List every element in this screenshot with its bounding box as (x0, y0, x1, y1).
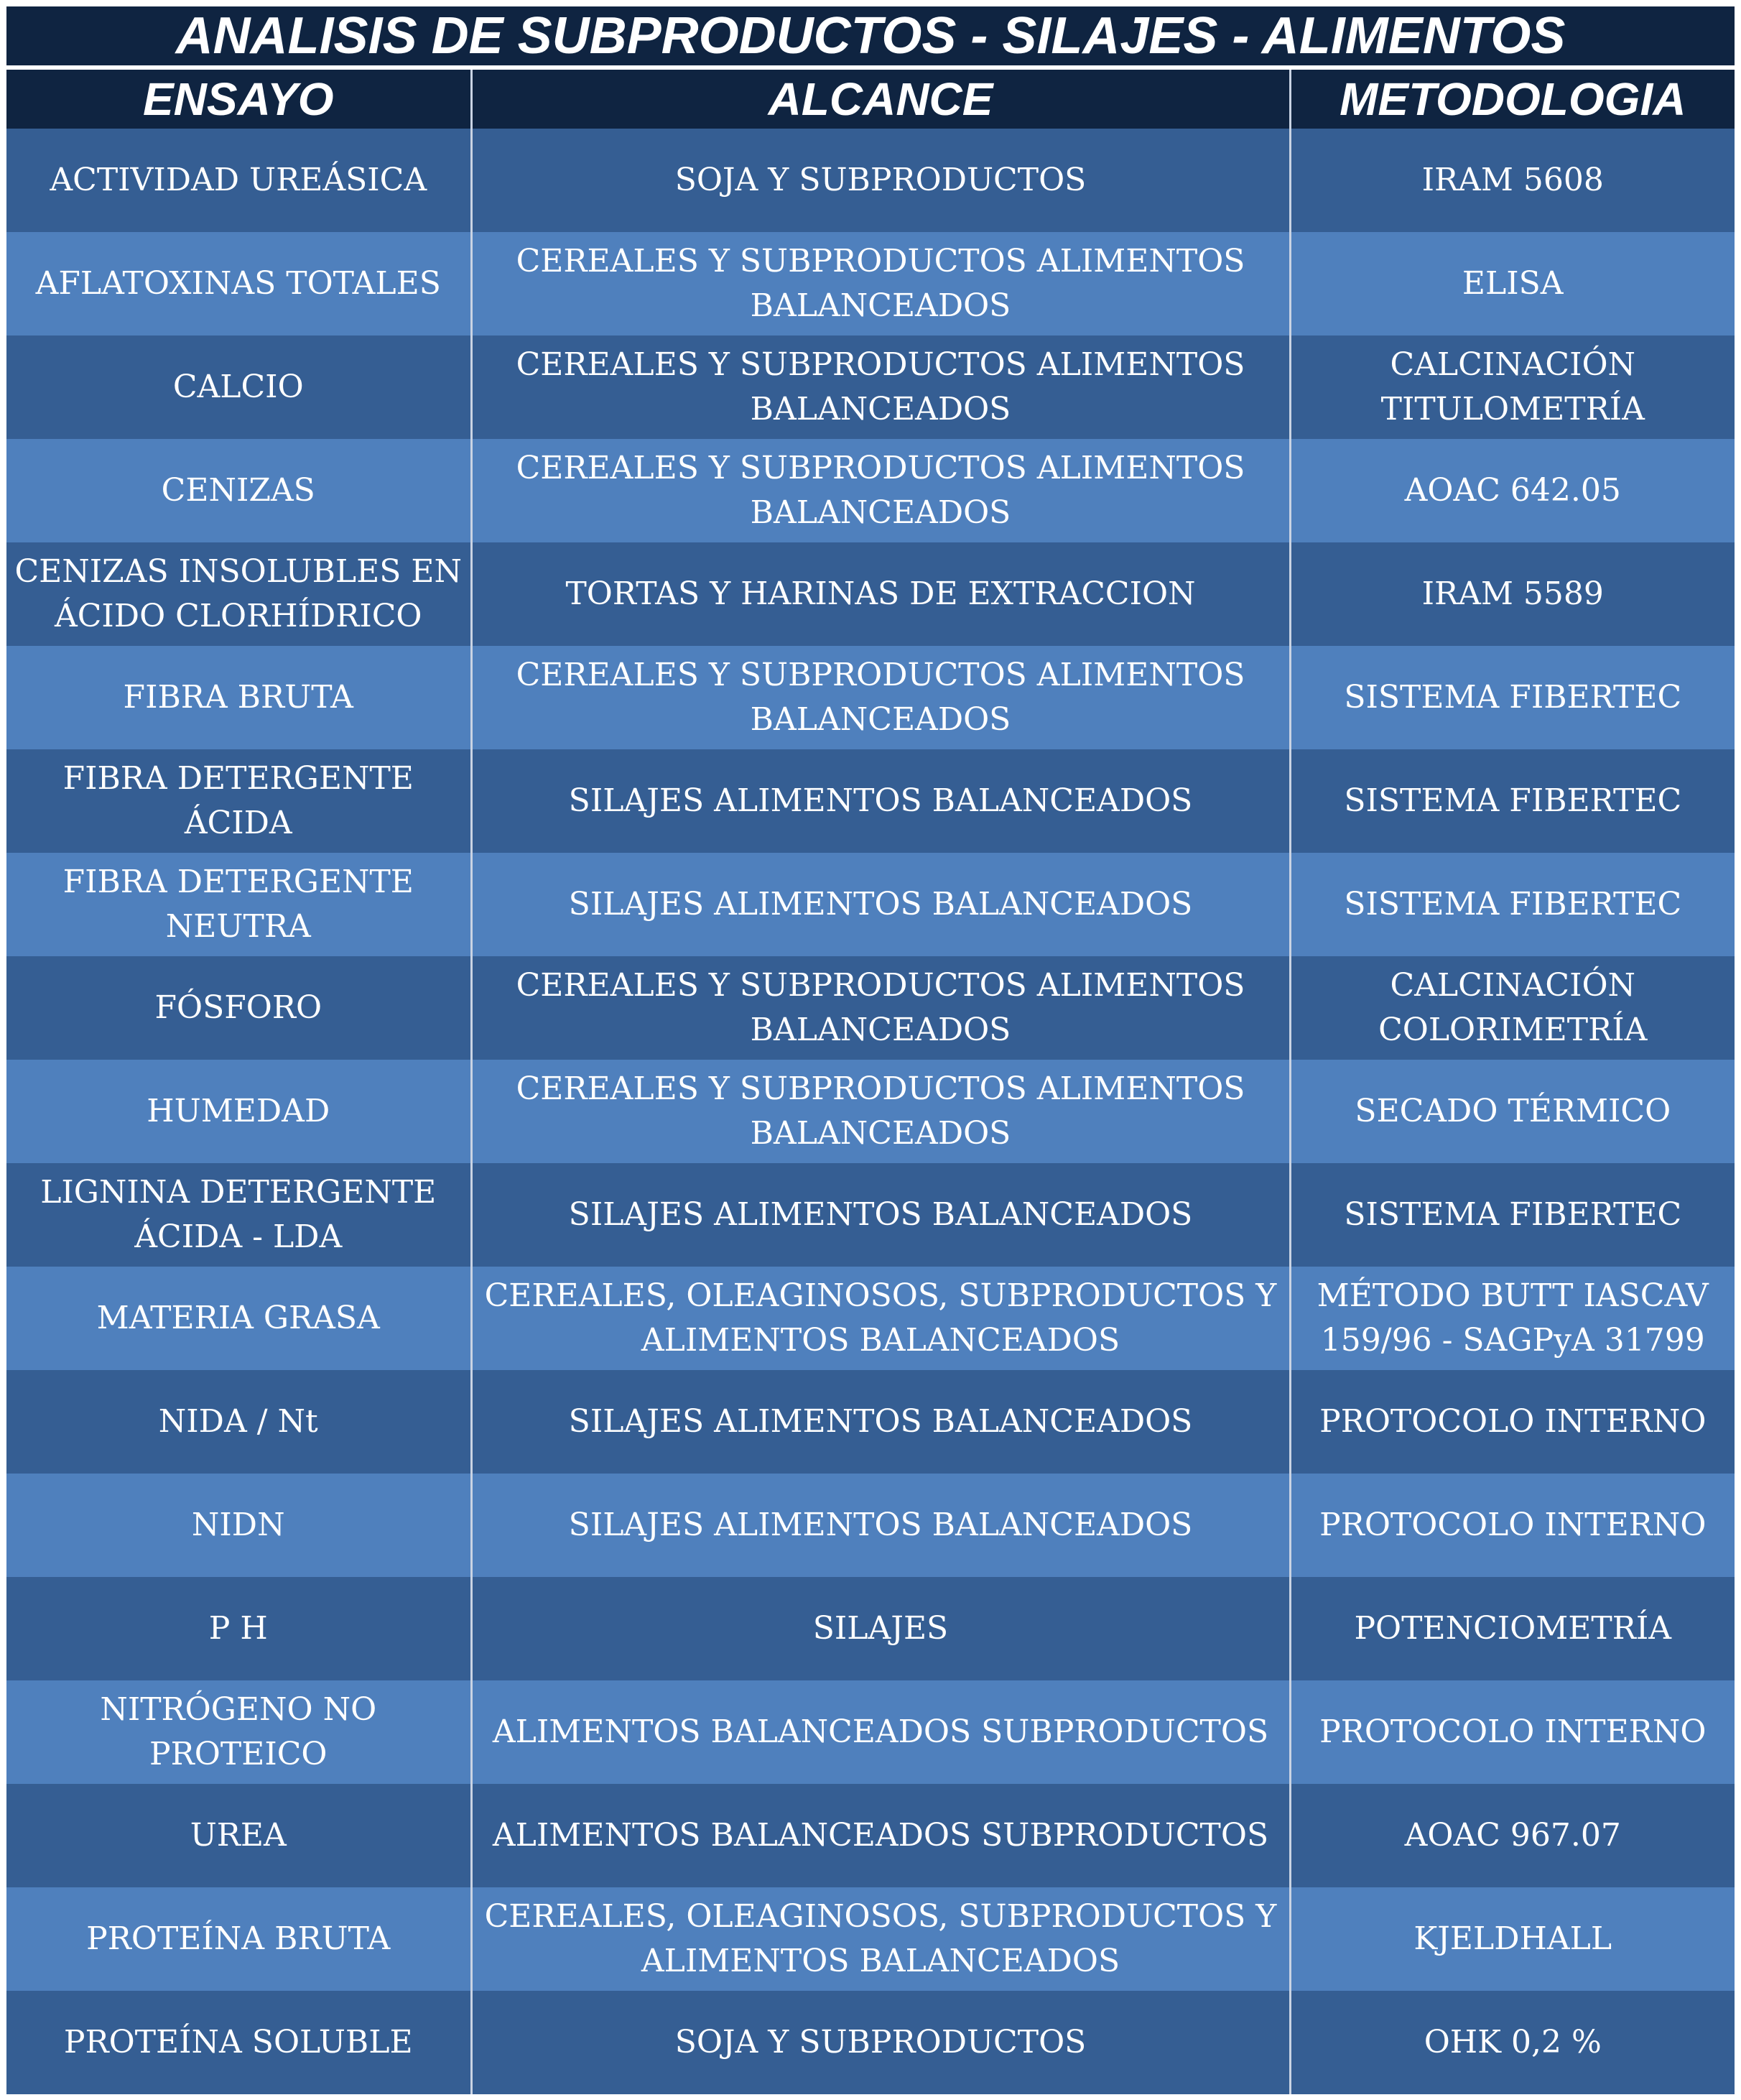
cell-metodologia: SISTEMA FIBERTEC (1290, 646, 1735, 749)
table-row (6, 232, 1735, 336)
cell-metodologia: AOAC 967.07 (1290, 1784, 1735, 1887)
cell-metodologia: IRAM 5608 (1290, 129, 1735, 232)
cell-alcance: CEREALES, OLEAGINOSOS, SUBPRODUCTOS Y ALIMENTOS BALANCEADOS (471, 1887, 1290, 1991)
cell-metodologia: IRAM 5589 (1290, 542, 1735, 646)
cell-metodologia: SECADO TÉRMICO (1290, 1060, 1735, 1163)
cell-metodologia: KJELDHALL (1290, 1887, 1735, 1991)
cell-alcance: SILAJES ALIMENTOS BALANCEADOS (471, 853, 1290, 956)
cell-metodologia: CALCINACIÓN COLORIMETRÍA (1290, 956, 1735, 1060)
cell-ensayo: FÓSFORO (6, 956, 471, 1060)
cell-ensayo: ACTIVIDAD UREÁSICA (6, 129, 471, 232)
analysis-sheet (6, 6, 1735, 2094)
cell-metodologia: SISTEMA FIBERTEC (1290, 1163, 1735, 1267)
table-row (6, 1991, 1735, 2094)
table-row (6, 646, 1735, 749)
cell-ensayo: FIBRA BRUTA (6, 646, 471, 749)
table-row (6, 336, 1735, 439)
cell-metodologia: PROTOCOLO INTERNO (1290, 1680, 1735, 1784)
cell-ensayo: CENIZAS INSOLUBLES EN ÁCIDO CLORHÍDRICO (6, 542, 471, 646)
cell-ensayo: AFLATOXINAS TOTALES (6, 232, 471, 336)
table-row (6, 1163, 1735, 1267)
cell-ensayo: FIBRA DETERGENTE ÁCIDA (6, 749, 471, 853)
cell-ensayo: HUMEDAD (6, 1060, 471, 1163)
cell-metodologia: POTENCIOMETRÍA (1290, 1577, 1735, 1680)
table-row (6, 956, 1735, 1060)
cell-ensayo: CENIZAS (6, 439, 471, 542)
cell-alcance: SILAJES ALIMENTOS BALANCEADOS (471, 749, 1290, 853)
cell-alcance: CEREALES Y SUBPRODUCTOS ALIMENTOS BALANCEADOS (471, 646, 1290, 749)
cell-ensayo: PROTEÍNA SOLUBLE (6, 1991, 471, 2094)
table-row (6, 1784, 1735, 1887)
cell-ensayo: UREA (6, 1784, 471, 1887)
analysis-table (6, 70, 1735, 2094)
table-row (6, 542, 1735, 646)
cell-alcance: SILAJES ALIMENTOS BALANCEADOS (471, 1163, 1290, 1267)
table-row (6, 1887, 1735, 1991)
cell-ensayo: P H (6, 1577, 471, 1680)
table-row (6, 1370, 1735, 1474)
cell-alcance: TORTAS Y HARINAS DE EXTRACCION (471, 542, 1290, 646)
header-ensayo: ENSAYO (6, 70, 471, 129)
cell-alcance: SILAJES ALIMENTOS BALANCEADOS (471, 1370, 1290, 1474)
cell-alcance: CEREALES Y SUBPRODUCTOS ALIMENTOS BALANCEADOS (471, 1060, 1290, 1163)
cell-alcance: CEREALES Y SUBPRODUCTOS ALIMENTOS BALANCEADOS (471, 336, 1290, 439)
cell-alcance: SOJA Y SUBPRODUCTOS (471, 129, 1290, 232)
cell-ensayo: PROTEÍNA BRUTA (6, 1887, 471, 1991)
cell-ensayo: FIBRA DETERGENTE NEUTRA (6, 853, 471, 956)
cell-metodologia: SISTEMA FIBERTEC (1290, 853, 1735, 956)
table-row (6, 439, 1735, 542)
cell-metodologia: SISTEMA FIBERTEC (1290, 749, 1735, 853)
cell-metodologia: ELISA (1290, 232, 1735, 336)
cell-alcance: CEREALES Y SUBPRODUCTOS ALIMENTOS BALANCEADOS (471, 232, 1290, 336)
cell-metodologia: AOAC 642.05 (1290, 439, 1735, 542)
page-title: ANALISIS DE SUBPRODUCTOS - SILAJES - ALIMENTOS (6, 6, 1735, 70)
table-row (6, 129, 1735, 232)
cell-metodologia: PROTOCOLO INTERNO (1290, 1370, 1735, 1474)
table-row (6, 749, 1735, 853)
cell-metodologia: PROTOCOLO INTERNO (1290, 1474, 1735, 1577)
cell-alcance: SOJA Y SUBPRODUCTOS (471, 1991, 1290, 2094)
table-row (6, 1680, 1735, 1784)
cell-alcance: SILAJES (471, 1577, 1290, 1680)
cell-ensayo: CALCIO (6, 336, 471, 439)
cell-metodologia: MÉTODO BUTT IASCAV 159/96 - SAGPyA 31799 (1290, 1267, 1735, 1370)
table-body (6, 129, 1735, 2094)
table-header-row (6, 70, 1735, 129)
cell-metodologia: OHK 0,2 % (1290, 1991, 1735, 2094)
table-row (6, 1577, 1735, 1680)
cell-metodologia: CALCINACIÓN TITULOMETRÍA (1290, 336, 1735, 439)
cell-ensayo: NIDA / Nt (6, 1370, 471, 1474)
header-alcance: ALCANCE (471, 70, 1290, 129)
cell-alcance: CEREALES Y SUBPRODUCTOS ALIMENTOS BALANCEADOS (471, 956, 1290, 1060)
cell-ensayo: NITRÓGENO NO PROTEICO (6, 1680, 471, 1784)
cell-ensayo: LIGNINA DETERGENTE ÁCIDA - LDA (6, 1163, 471, 1267)
table-row (6, 1267, 1735, 1370)
cell-ensayo: MATERIA GRASA (6, 1267, 471, 1370)
cell-alcance: CEREALES, OLEAGINOSOS, SUBPRODUCTOS Y ALIMENTOS BALANCEADOS (471, 1267, 1290, 1370)
table-row (6, 853, 1735, 956)
header-metodologia: METODOLOGIA (1290, 70, 1735, 129)
table-row (6, 1474, 1735, 1577)
cell-alcance: ALIMENTOS BALANCEADOS SUBPRODUCTOS (471, 1784, 1290, 1887)
table-row (6, 1060, 1735, 1163)
cell-alcance: CEREALES Y SUBPRODUCTOS ALIMENTOS BALANCEADOS (471, 439, 1290, 542)
cell-alcance: SILAJES ALIMENTOS BALANCEADOS (471, 1474, 1290, 1577)
cell-alcance: ALIMENTOS BALANCEADOS SUBPRODUCTOS (471, 1680, 1290, 1784)
cell-ensayo: NIDN (6, 1474, 471, 1577)
